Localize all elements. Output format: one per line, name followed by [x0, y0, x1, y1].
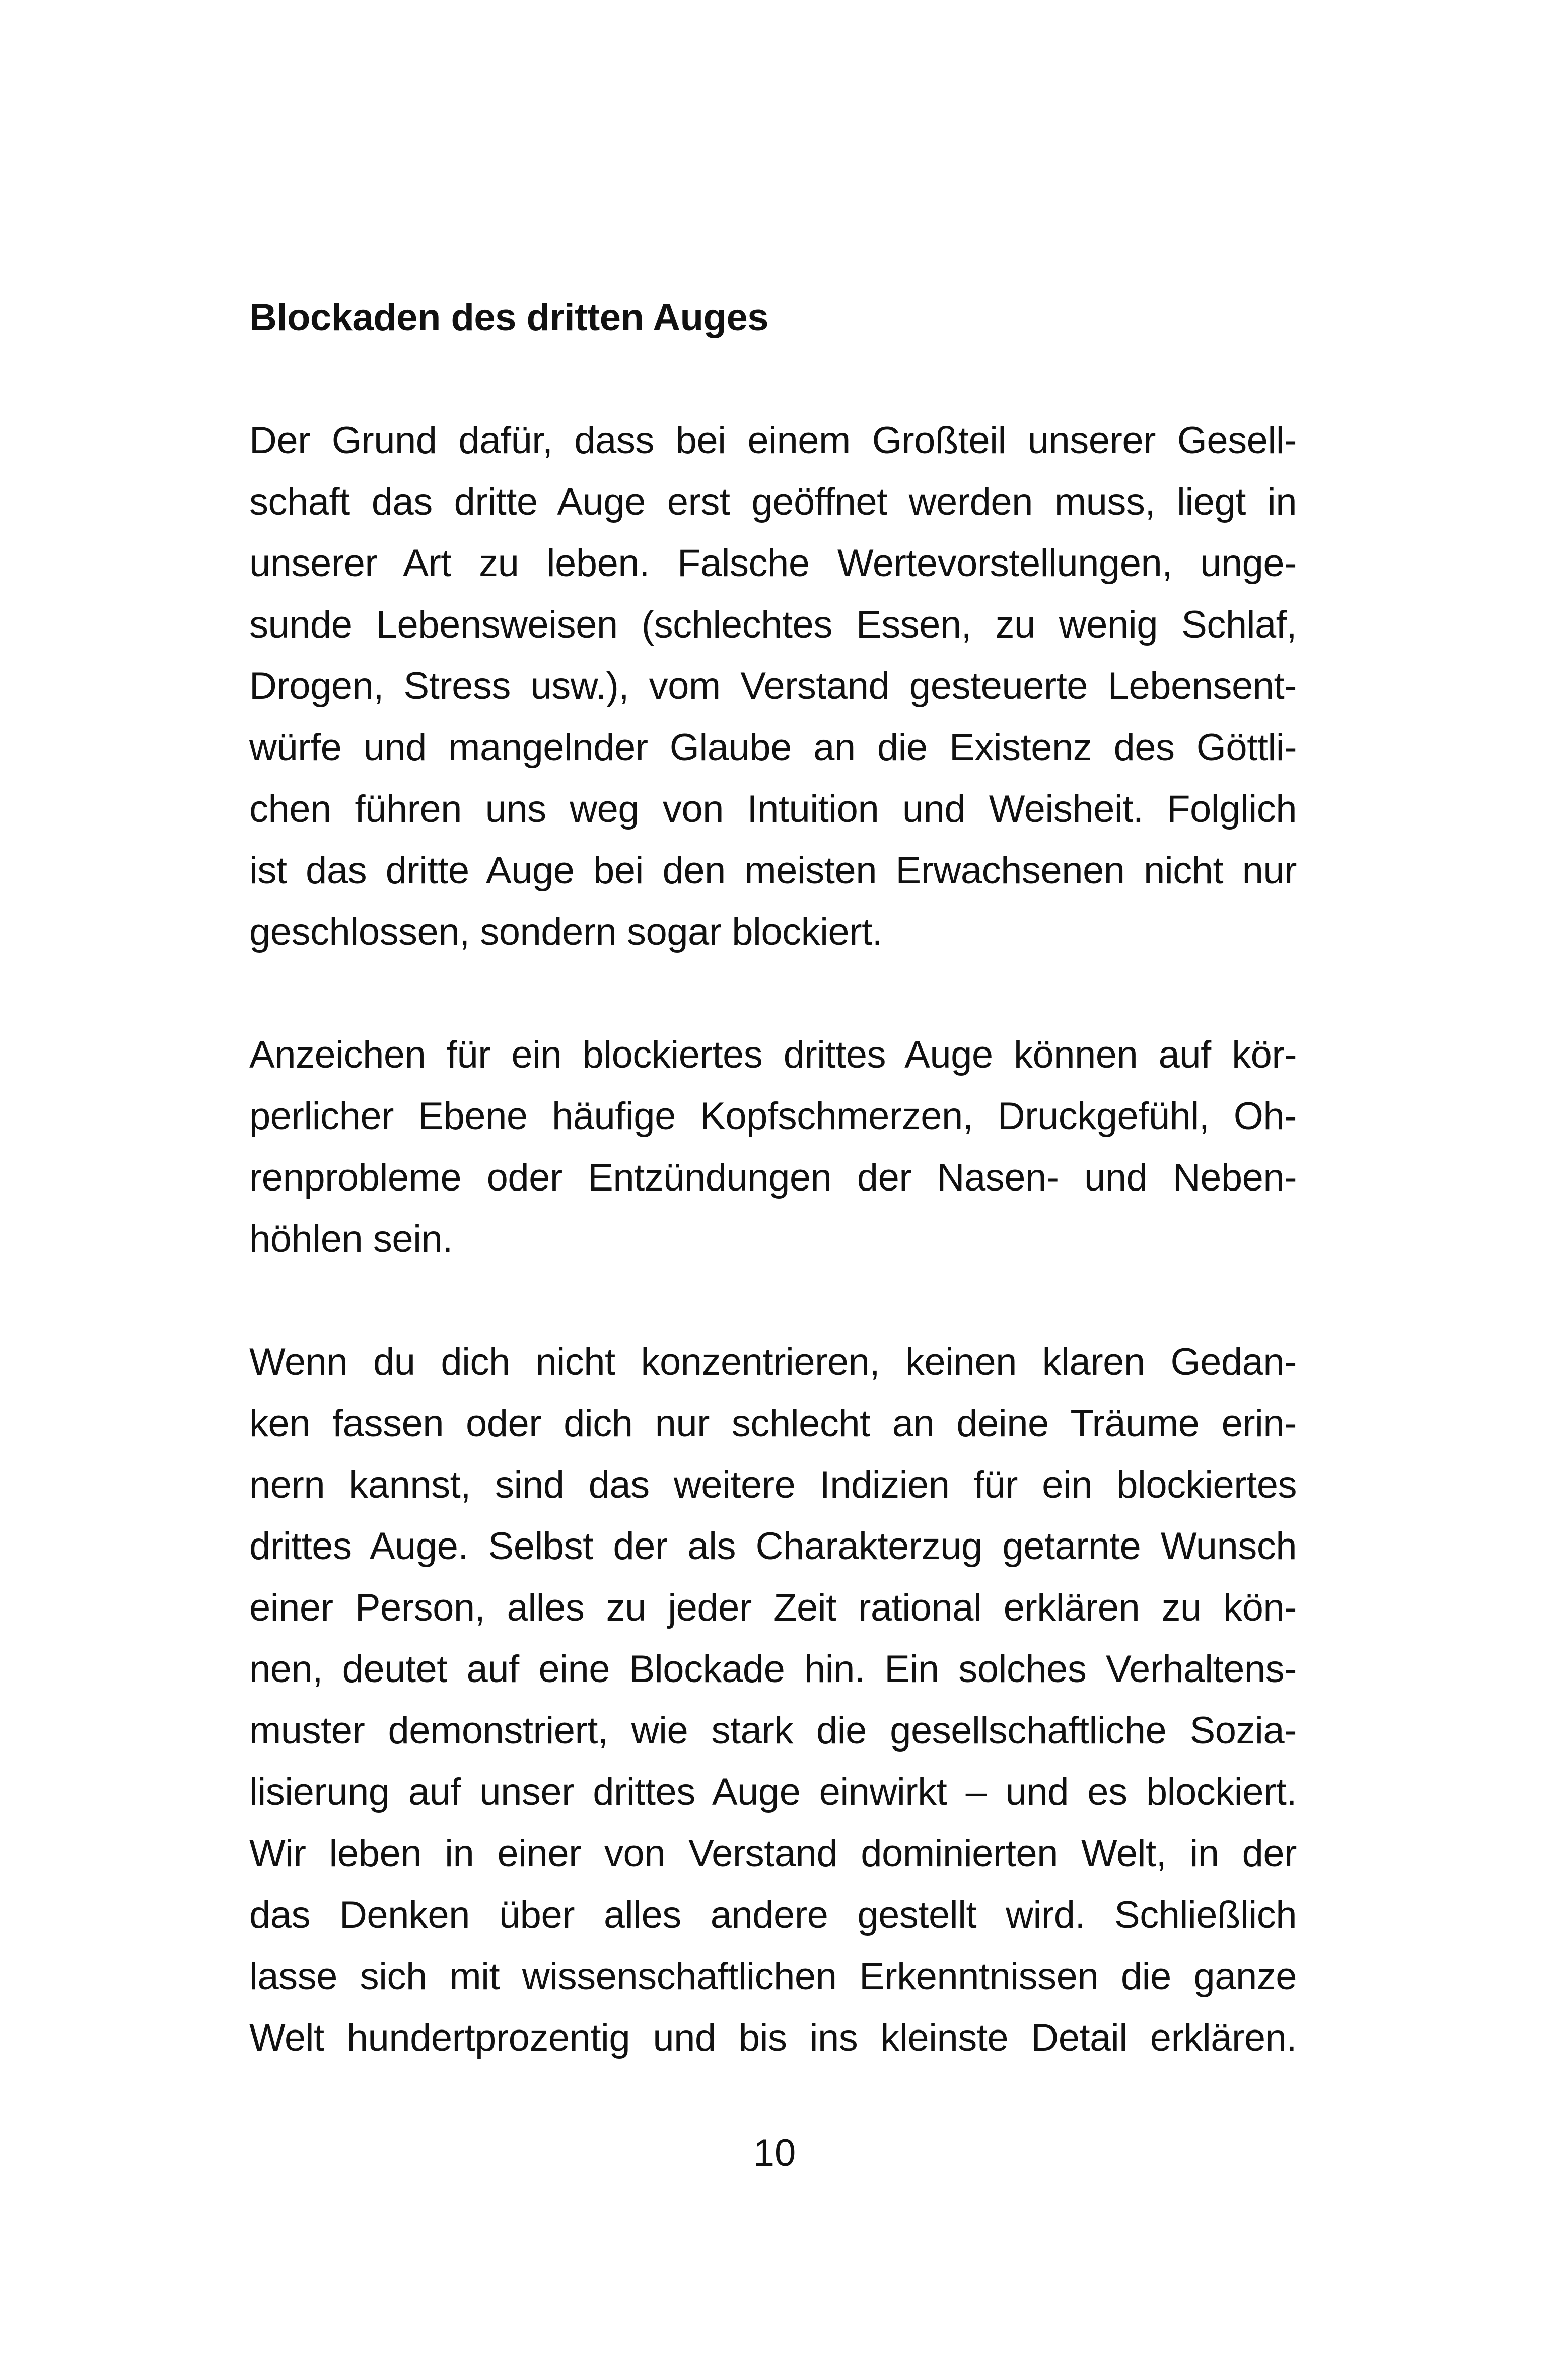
text-line: lasse sich mit wissenschaftlichen Erkenntnissen die ganze — [249, 1955, 1297, 1998]
text-line: nen, deutet auf eine Blockade hin. Ein solches Verhaltens- — [249, 1648, 1297, 1691]
text-line: unserer Art zu leben. Falsche Wertevorstellungen, unge- — [249, 542, 1297, 585]
text-line: muster demonstriert, wie stark die gesellschaftliche Sozia- — [249, 1709, 1297, 1752]
text-line: schaft das dritte Auge erst geöffnet werden muss, liegt in — [249, 480, 1297, 523]
text-line: chen führen uns weg von Intuition und Weisheit. Folglich — [249, 788, 1297, 830]
text-line: renprobleme oder Entzündungen der Nasen- und Neben- — [249, 1156, 1297, 1199]
text-line: ist das dritte Auge bei den meisten Erwachsenen nicht nur — [249, 849, 1297, 892]
text-line: perlicher Ebene häufige Kopfschmerzen, Druckgefühl, Oh- — [249, 1095, 1297, 1138]
text-line: nern kannst, sind das weitere Indizien für ein blockiertes — [249, 1463, 1297, 1506]
text-line: lisierung auf unser drittes Auge einwirkt – und es blockiert. — [249, 1771, 1297, 1813]
text-line: Anzeichen für ein blockiertes drittes Auge können auf kör- — [249, 1033, 1297, 1076]
page-content — [249, 287, 1297, 2130]
text-line: höhlen sein. — [249, 1218, 453, 1261]
text-line: Drogen, Stress usw.), vom Verstand gesteuerte Lebensent- — [249, 665, 1297, 708]
text-line: Wenn du dich nicht konzentrieren, keinen klaren Gedan- — [249, 1341, 1297, 1383]
text-line: drittes Auge. Selbst der als Charakterzug getarnte Wunsch — [249, 1525, 1297, 1568]
text-line: einer Person, alles zu jeder Zeit rational erklären zu kön- — [249, 1586, 1297, 1629]
text-line: Wir leben in einer von Verstand dominierten Welt, in der — [249, 1832, 1297, 1875]
text-line: würfe und mangelnder Glaube an die Existenz des Göttli- — [249, 726, 1297, 769]
text-line: geschlossen, sondern sogar blockiert. — [249, 911, 883, 953]
text-line: das Denken über alles andere gestellt wird. Schließlich — [249, 1894, 1297, 1936]
paragraph-1 — [249, 410, 1297, 963]
section-heading: Blockaden des dritten Auges — [249, 296, 769, 339]
text-line: ken fassen oder dich nur schlecht an deine Träume erin- — [249, 1402, 1297, 1445]
paragraph-2 — [249, 1024, 1297, 1270]
text-line: sunde Lebensweisen (schlechtes Essen, zu wenig Schlaf, — [249, 603, 1297, 646]
text-line: Der Grund dafür, dass bei einem Großteil unserer Gesell- — [249, 419, 1297, 462]
page-number: 10 — [753, 2132, 796, 2175]
paragraph-3 — [249, 1332, 1297, 2069]
text-line: Welt hundertprozentig und bis ins kleinste Detail erklären. — [249, 2016, 1297, 2059]
